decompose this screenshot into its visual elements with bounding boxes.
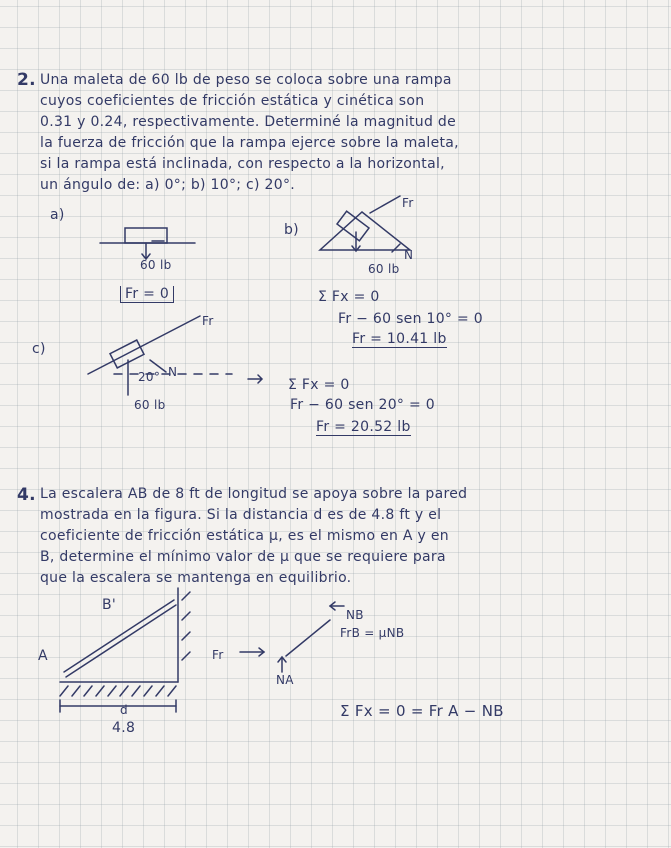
part-c-angle: 20°	[138, 370, 161, 384]
problem-4-number: 4.	[17, 485, 36, 505]
part-b-fr-label: Fr	[402, 196, 414, 210]
part-c-result: Fr = 20.52 lb	[316, 419, 411, 435]
problem-2-number: 2.	[17, 70, 36, 90]
part-a-diagram	[100, 228, 195, 259]
part-c-eq1: Σ Fx = 0	[288, 377, 350, 393]
part-c-n-label: N	[168, 365, 178, 379]
part-c-fr-label: Fr	[202, 314, 214, 328]
problem-2-line-1: Una maleta de 60 lb de peso se coloca sobre una rampa	[40, 72, 452, 88]
problem-2-line-2: cuyos coeficientes de fricción estática y cinética son	[40, 93, 425, 109]
distance-d-value: 4.8	[112, 720, 136, 736]
problem-2-line-5: si la rampa está inclinada, con respecto a la horizontal,	[40, 156, 445, 172]
fbd-na-label: NA	[276, 673, 294, 687]
problem-2-line-6: un ángulo de: a) 0°; b) 10°; c) 20°.	[40, 177, 295, 193]
part-b-n-label: N	[404, 248, 414, 262]
problem-2-line-3: 0.31 y 0.24, respectivamente. Determiné la magnitud de	[40, 114, 457, 130]
problem-2-line-4: la fuerza de fricción que la rampa ejerce sobre la maleta,	[40, 135, 459, 151]
part-b-label: b)	[284, 222, 299, 238]
ladder-fbd	[240, 602, 344, 672]
part-b-weight: 60 lb	[368, 262, 400, 276]
part-a-weight: 60 lb	[140, 258, 172, 272]
problem-4-line-4: B, determine el mínimo valor de μ que se requiere para	[40, 549, 446, 565]
part-c-eq2: Fr − 60 sen 20° = 0	[290, 397, 435, 413]
part-b-diagram	[320, 196, 410, 252]
part-b-eq2: Fr − 60 sen 10° = 0	[338, 311, 483, 327]
ladder-a-label: A	[38, 648, 48, 664]
ladder-b-label: B'	[102, 597, 117, 613]
fbd-frb-label: FrB = μNB	[340, 626, 405, 640]
part-a-label: a)	[50, 207, 65, 223]
part-b-result: Fr = 10.41 lb	[352, 331, 447, 347]
fbd-fr-label: Fr	[212, 648, 224, 662]
fbd-nb-label: NB	[346, 608, 364, 622]
distance-d-label: d	[120, 703, 128, 717]
part-a-result: Fr = 0	[120, 286, 174, 303]
problem-4-line-3: coeficiente de fricción estática μ, es el mismo en A y en	[40, 528, 449, 544]
ladder-diagram	[60, 588, 190, 712]
part-c-weight: 60 lb	[134, 398, 166, 412]
problem-4-line-5: que la escalera se mantenga en equilibrio.	[40, 570, 352, 586]
problem-4-line-1: La escalera AB de 8 ft de longitud se apoya sobre la pared	[40, 486, 468, 502]
problem-4-line-2: mostrada en la figura. Si la distancia d es de 4.8 ft y el	[40, 507, 442, 523]
part-c-label: c)	[32, 341, 46, 357]
part-c-diagram	[88, 316, 262, 395]
problem-4-equation: Σ Fx = 0 = Fr A − NB	[340, 702, 504, 720]
part-b-eq1: Σ Fx = 0	[318, 289, 380, 305]
